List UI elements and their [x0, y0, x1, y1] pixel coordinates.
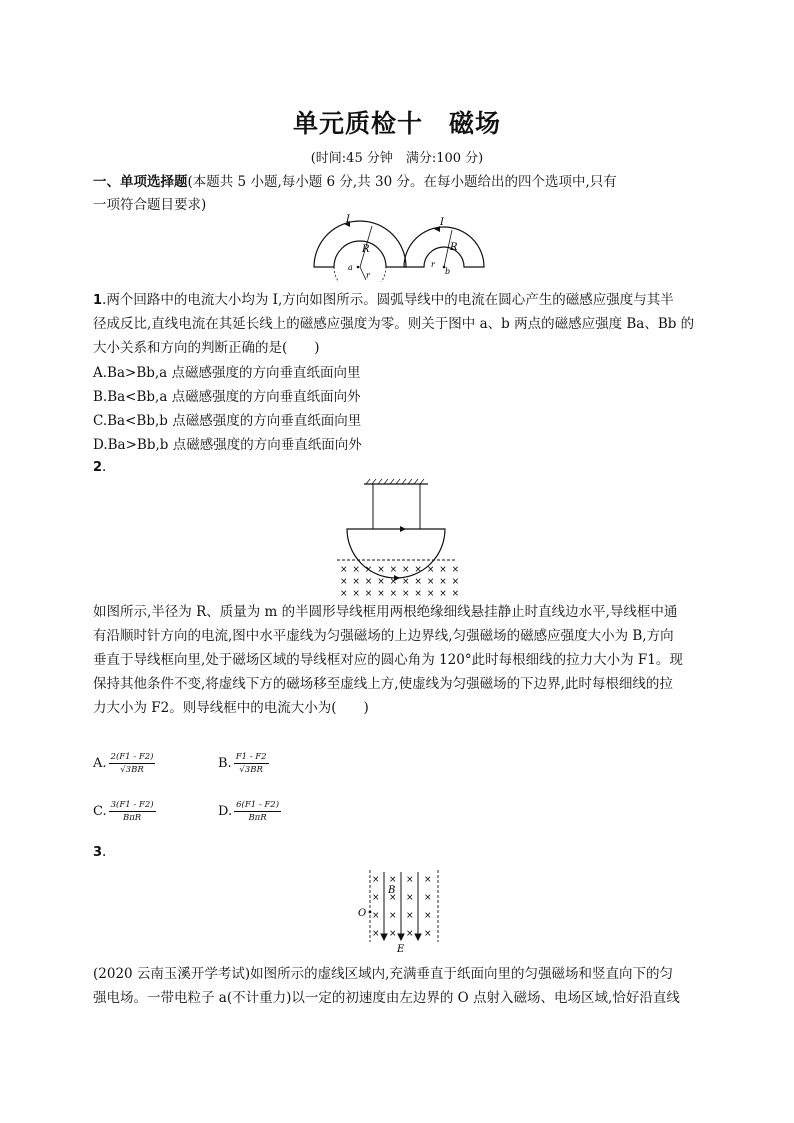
q3-line1: (2020 云南玉溪开学考试)如图所示的虚线区域内,充满垂直于纸面向里的匀强磁场和竖直向下的匀	[93, 966, 673, 982]
q3-label-B: B	[388, 885, 396, 896]
q3-cross: ×	[372, 875, 380, 885]
q2-option-b-denominator: √3BR	[239, 765, 263, 775]
page-title: 单元质检十 磁场	[292, 109, 501, 138]
q1-label-I-right: I	[440, 217, 444, 228]
q1-label-R-right: R	[450, 242, 458, 253]
q3-number-suffix: .	[102, 844, 107, 860]
q2-cross-row-1: × × × × × × × × × ×	[340, 565, 460, 575]
q1-option-b: B.Ba<Bb,a 点磁感强度的方向垂直纸面向外	[93, 389, 361, 405]
q3-cross: ×	[406, 929, 414, 939]
q2-line5: 力大小为 F2。则导线框中的电流大小为( )	[93, 700, 369, 716]
q2-line1: 如图所示,半径为 R、质量为 m 的半圆形导线框用两根绝缘细线悬挂静止时直线边水平,导线框中通	[93, 604, 678, 620]
q1-label-r-left: r	[366, 271, 370, 280]
q1-line2: 径成反比,直线电流在其延长线上的磁感应强度为零。则关于图中 a、b 两点的磁感应强度 Ba、Bb 的	[93, 316, 695, 332]
q2-option-a	[93, 752, 155, 775]
q3-cross: ×	[406, 893, 414, 903]
q2-number-suffix: .	[102, 459, 107, 475]
q1-line3: 大小关系和方向的判断正确的是( )	[93, 340, 320, 356]
q3-cross: ×	[424, 911, 432, 921]
section-title: 一、单项选择题	[93, 174, 188, 190]
q3-cross: ×	[424, 893, 432, 903]
q3-line2: 强电场。一带电粒子 a(不计重力)以一定的初速度由左边界的 O 点射入磁场、电场区域,恰好沿直线	[93, 990, 680, 1006]
q2-option-d-fraction	[234, 800, 281, 823]
q2-option-b	[218, 752, 269, 775]
q2-cross-row-3: × × × × × × × × × ×	[340, 589, 460, 599]
q2-line2: 有沿顺时针方向的电流,图中水平虚线为匀强磁场的上边界线,匀强磁场的磁感应强度大小为 B,方向	[93, 628, 674, 644]
q3-label-O: O	[358, 908, 367, 919]
q2-line3: 垂直于导线框向里,处于磁场区域的导线框对应的圆心角为 120°此时每根细线的拉力大小为 F1。现	[93, 652, 683, 668]
q3-cross: ×	[406, 875, 414, 885]
q2-current-arrow-top	[400, 526, 406, 532]
q3-field-lines	[381, 872, 421, 940]
q1-left-loop	[314, 221, 406, 267]
q3-cross: ×	[372, 929, 380, 939]
q2-line4: 保持其他条件不变,将虚线下方的磁场移至虚线上方,使虚线为匀强磁场的下边界,此时每根细线的拉	[93, 676, 673, 692]
q3-cross: ×	[389, 911, 397, 921]
q2-cross-row-2: × × × × × × × × × ×	[340, 577, 460, 587]
q2-option-b-numerator: F1 - F2	[235, 752, 267, 762]
q1-label-I-left: I	[346, 214, 350, 225]
q2-option-d-numerator: 6(F1 - F2)	[236, 800, 280, 810]
q1-line1-text: .两个回路中的电流大小均为 I,方向如图所示。圆弧导线中的电流在圆心产生的磁感应强度与其半	[102, 292, 674, 308]
q2-option-c-letter: C.	[93, 804, 107, 819]
q3-figure	[350, 868, 445, 958]
q2-number: 2	[93, 460, 103, 475]
q3-cross: ×	[406, 911, 414, 921]
q3-cross: ×	[389, 929, 397, 939]
q2-ceiling-hatch	[366, 479, 424, 484]
q3-cross: ×	[389, 893, 397, 903]
q2-figure	[330, 478, 460, 603]
q1-point-a	[357, 266, 360, 269]
q2-option-a-letter: A.	[93, 756, 107, 771]
section-desc-line1: (本题共 5 小题,每小题 6 分,共 30 分。在每小题给出的四个选项中,只有	[187, 174, 617, 190]
q3-cross: ×	[372, 893, 380, 903]
q2-option-d-letter: D.	[218, 804, 233, 819]
q2-number-line	[93, 459, 106, 475]
q2-option-c-denominator: BπR	[122, 813, 142, 823]
section-heading	[93, 171, 705, 195]
q3-cross: ×	[424, 929, 432, 939]
q1-label-r-right: r	[431, 260, 435, 269]
q1-label-R-left: R	[362, 244, 370, 255]
q3-cross: ×	[424, 875, 432, 885]
q1-option-a: A.Ba>Bb,a 点磁感强度的方向垂直纸面向里	[93, 365, 361, 381]
q2-option-c	[93, 800, 156, 823]
q2-option-a-fraction	[109, 752, 156, 775]
q1-label-b: b	[445, 267, 451, 276]
q1-option-d: D.Ba>Bb,b 点磁感强度的方向垂直纸面向外	[93, 437, 362, 453]
q3-point-O	[369, 911, 372, 914]
page-subtitle: (时间:45 分钟 满分:100 分)	[310, 151, 484, 166]
q1-option-c: C.Ba<Bb,b 点磁感强度的方向垂直纸面向里	[93, 413, 362, 429]
q2-option-b-letter: B.	[218, 756, 232, 771]
q2-option-d	[218, 800, 281, 823]
q3-crosses	[372, 875, 432, 939]
q2-option-b-fraction	[234, 752, 269, 775]
q2-option-d-denominator: BπR	[248, 813, 267, 823]
q1-line1	[93, 289, 705, 313]
q3-label-E: E	[397, 944, 405, 955]
q2-option-c-numerator: 3(F1 - F2)	[110, 800, 154, 810]
q1-left-inner-dashed	[334, 267, 386, 282]
q2-option-a-denominator: √3BR	[120, 765, 144, 775]
q3-number-line	[93, 844, 106, 860]
q3-cross: ×	[372, 911, 380, 921]
q2-option-c-fraction	[109, 800, 156, 823]
q1-figure	[300, 212, 500, 282]
q1-label-a: a	[348, 263, 353, 272]
q1-number: 1	[93, 293, 103, 308]
q3-cross: ×	[389, 875, 397, 885]
section-desc-line2: 一项符合题目要求)	[93, 197, 207, 213]
q1-right-loop	[404, 227, 484, 267]
q3-number: 3	[93, 845, 103, 860]
q2-option-a-numerator: 2(F1 - F2)	[110, 752, 154, 762]
